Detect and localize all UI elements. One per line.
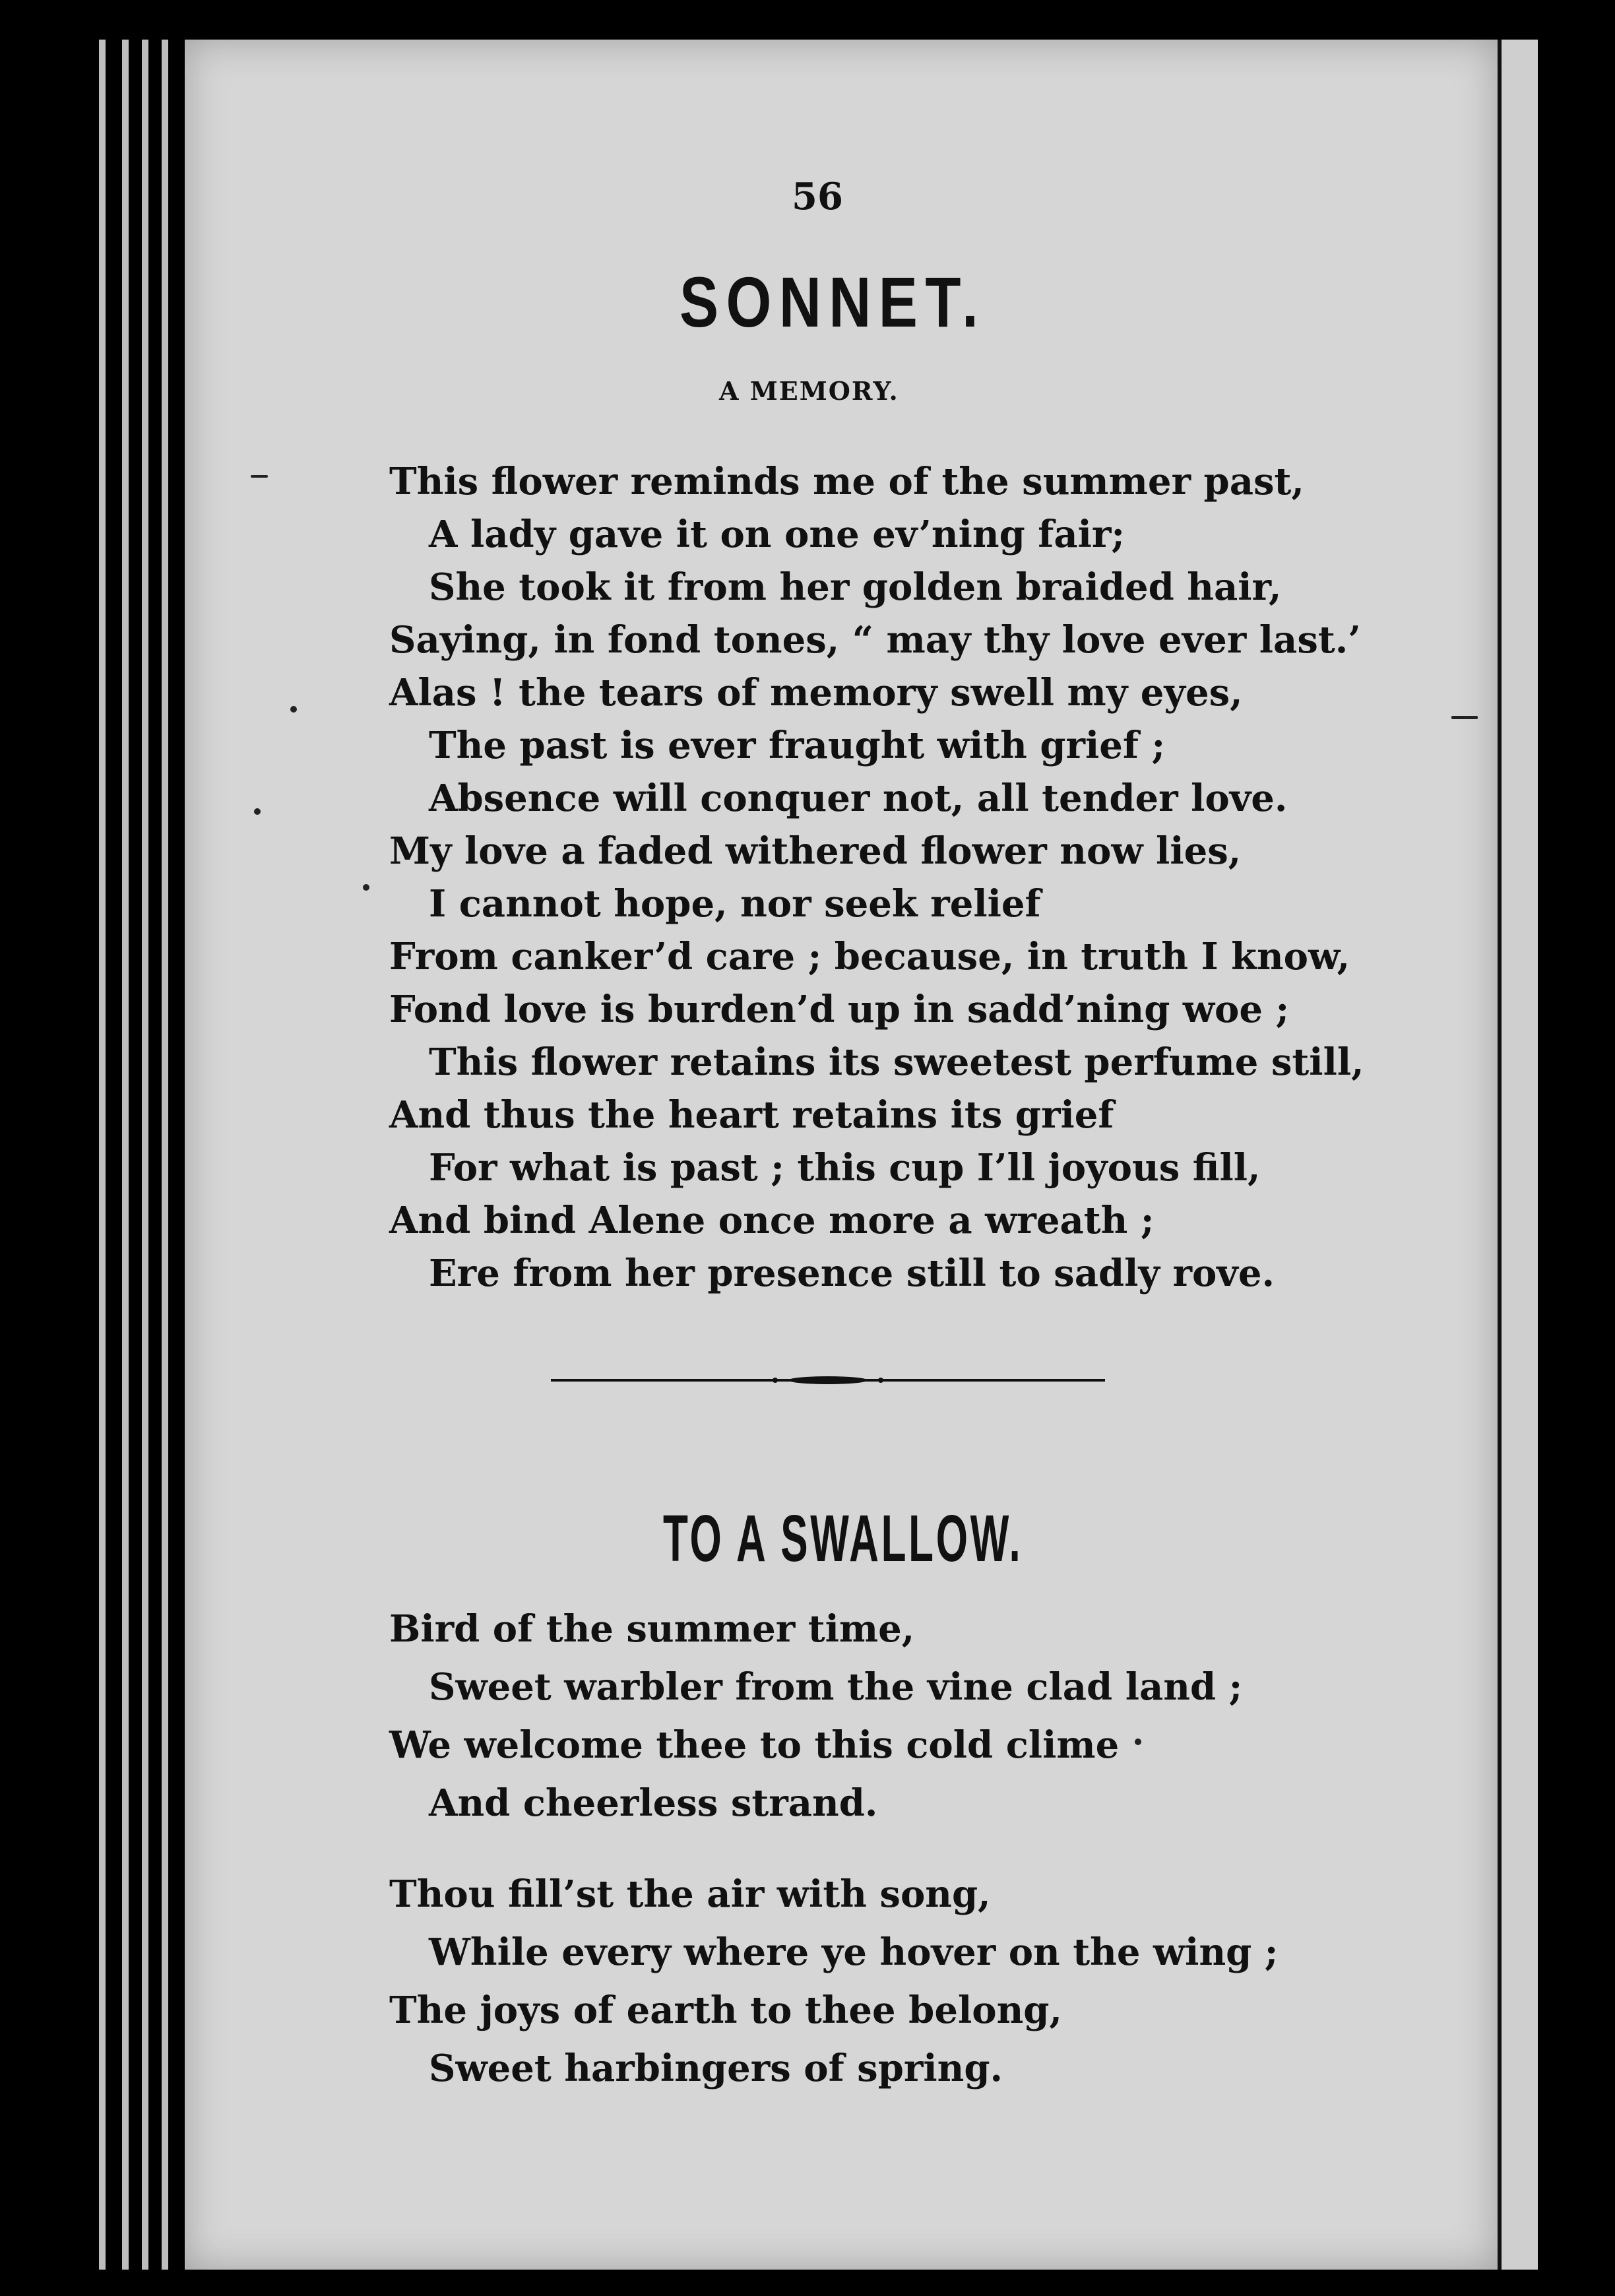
sonnet-body bbox=[389, 455, 1364, 1300]
poem-line: For what is past ; this cup I’ll joyous fill, bbox=[429, 1146, 1261, 1190]
ink-mark bbox=[251, 475, 268, 478]
poem-line: This flower reminds me of the summer past, bbox=[389, 460, 1304, 503]
sonnet-subtitle: A MEMORY. bbox=[719, 376, 899, 406]
poem-line: And bind Alene once more a wreath ; bbox=[389, 1199, 1155, 1242]
poem-line: And thus the heart retains its grief bbox=[389, 1093, 1114, 1137]
book-edge-strip bbox=[122, 40, 129, 2270]
ink-speck bbox=[290, 706, 297, 713]
ornamental-divider bbox=[551, 1376, 1105, 1385]
swallow-title: TO A SWALLOW. bbox=[663, 1502, 1023, 1576]
poem-line: Sweet warbler from the vine clad land ; bbox=[429, 1665, 1243, 1709]
poem-line: Saying, in fond tones, “ may thy love ever last.’ bbox=[389, 618, 1361, 662]
poem-line: We welcome thee to this cold clime bbox=[389, 1723, 1120, 1767]
poem-line: Sweet harbingers of spring. bbox=[429, 2047, 1003, 2090]
poem-line: Bird of the summer time, bbox=[389, 1607, 915, 1651]
page-number: 56 bbox=[792, 175, 843, 218]
ink-speck bbox=[254, 808, 261, 815]
ink-speck bbox=[1135, 1738, 1141, 1745]
poem-line: Alas ! the tears of memory swell my eyes, bbox=[389, 671, 1243, 715]
poem-line: I cannot hope, nor seek relief bbox=[429, 882, 1041, 926]
facing-page-edge bbox=[1498, 40, 1538, 2270]
ink-speck bbox=[363, 884, 369, 891]
poem-line: Ere from her presence still to sadly rove. bbox=[429, 1252, 1275, 1295]
poem-line: The past is ever fraught with grief ; bbox=[429, 724, 1166, 767]
book-edge-strip bbox=[99, 40, 106, 2270]
stanza-gap bbox=[389, 1832, 1278, 1865]
poem-line: A lady gave it on one ev’ning fair; bbox=[429, 513, 1125, 556]
poem-line: She took it from her golden braided hair, bbox=[429, 565, 1282, 609]
poem-line: From canker’d care ; because, in truth I know, bbox=[389, 935, 1350, 978]
poem-line: While every where ye hover on the wing ; bbox=[429, 1930, 1279, 1974]
poem-line: This flower retains its sweetest perfume still, bbox=[429, 1040, 1364, 1084]
sonnet-title: SONNET. bbox=[680, 262, 986, 342]
poem-line: And cheerless strand. bbox=[429, 1781, 878, 1825]
poem-line: The joys of earth to thee belong, bbox=[389, 1989, 1062, 2032]
swallow-body bbox=[389, 1600, 1278, 2097]
poem-line: My love a faded withered flower now lies, bbox=[389, 829, 1242, 873]
poem-line: Thou fill’st the air with song, bbox=[389, 1872, 991, 1916]
book-edge-strip bbox=[142, 40, 148, 2270]
poem-line: Fond love is burden’d up in sadd’ning woe ; bbox=[389, 988, 1290, 1031]
poem-line: Absence will conquer not, all tender love. bbox=[429, 777, 1288, 820]
ink-mark bbox=[1451, 716, 1478, 719]
book-edge-strip bbox=[162, 40, 168, 2270]
